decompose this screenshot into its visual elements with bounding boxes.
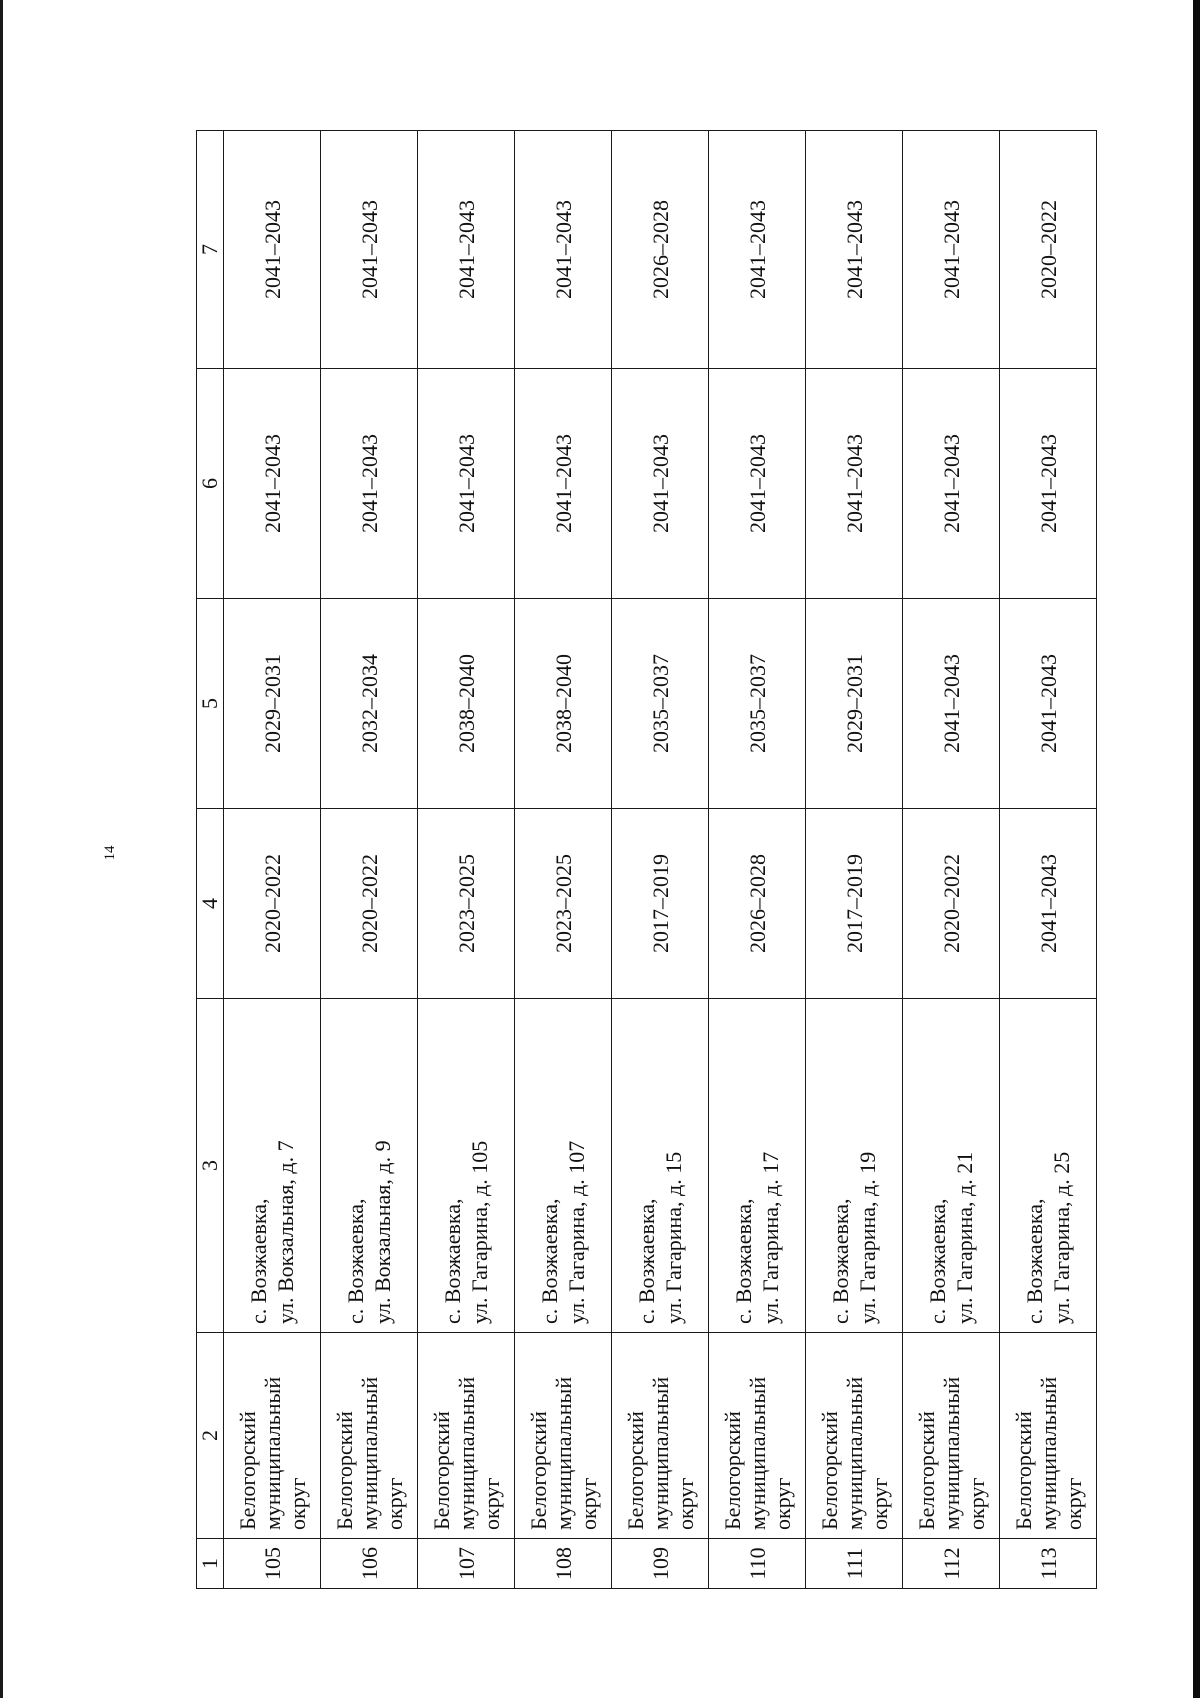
column-number-1: 1 [197, 1539, 224, 1589]
period-col5-cell: 2041–2043 [1000, 599, 1097, 809]
address-line: с. Возжаевка, [634, 1198, 659, 1324]
period-col5-cell: 2029–2031 [224, 599, 321, 809]
row-number-cell: 110 [709, 1539, 806, 1589]
address-line: с. Возжаевка, [828, 1198, 853, 1324]
district-cell: Белогорский муниципальный округ [612, 1333, 709, 1539]
row-number-cell: 112 [903, 1539, 1000, 1589]
period-col6-cell: 2041–2043 [709, 369, 806, 599]
address-line: с. Возжаевка, [246, 1198, 271, 1324]
address-line: ул. Гагарина, д. 17 [758, 1151, 783, 1324]
table-row [1000, 131, 1097, 1589]
district-cell: Белогорский муниципальный округ [321, 1333, 418, 1539]
table-row [806, 131, 903, 1589]
table-row [321, 131, 418, 1589]
period-col7-cell: 2041–2043 [224, 131, 321, 369]
address-line: с. Возжаевка, [925, 1198, 950, 1324]
address-line: с. Возжаевка, [537, 1198, 562, 1324]
period-col6-cell: 2041–2043 [1000, 369, 1097, 599]
address-line: с. Возжаевка, [1022, 1198, 1047, 1324]
table-container [196, 131, 1086, 1589]
table-body [197, 131, 1097, 1589]
housing-register-table [196, 130, 1097, 1589]
column-number-4: 4 [197, 809, 224, 999]
address-cell [321, 999, 418, 1333]
address-line: ул. Гагарина, д. 105 [467, 1140, 492, 1324]
address-cell [1000, 999, 1097, 1333]
district-cell: Белогорский муниципальный округ [709, 1333, 806, 1539]
address-line: ул. Вокзальная, д. 9 [370, 1140, 395, 1324]
row-number-cell: 107 [418, 1539, 515, 1589]
period-col7-cell: 2041–2043 [418, 131, 515, 369]
period-col4-cell: 2017–2019 [612, 809, 709, 999]
address-cell [806, 999, 903, 1333]
period-col5-cell: 2029–2031 [806, 599, 903, 809]
row-number-cell: 113 [1000, 1539, 1097, 1589]
address-line: ул. Гагарина, д. 21 [952, 1151, 977, 1324]
address-line: с. Возжаевка, [343, 1198, 368, 1324]
period-col7-cell: 2026–2028 [612, 131, 709, 369]
district-cell: Белогорский муниципальный округ [515, 1333, 612, 1539]
period-col4-cell: 2017–2019 [806, 809, 903, 999]
period-col4-cell: 2041–2043 [1000, 809, 1097, 999]
address-line: ул. Гагарина, д. 25 [1049, 1151, 1074, 1324]
period-col5-cell: 2035–2037 [709, 599, 806, 809]
period-col7-cell: 2041–2043 [709, 131, 806, 369]
address-line: ул. Гагарина, д. 107 [564, 1140, 589, 1324]
table-row [224, 131, 321, 1589]
row-number-cell: 106 [321, 1539, 418, 1589]
row-number-cell: 108 [515, 1539, 612, 1589]
column-number-5: 5 [197, 599, 224, 809]
period-col6-cell: 2041–2043 [224, 369, 321, 599]
period-col6-cell: 2041–2043 [321, 369, 418, 599]
district-cell: Белогорский муниципальный округ [903, 1333, 1000, 1539]
column-number-2: 2 [197, 1333, 224, 1539]
scan-border-right [1193, 0, 1200, 1698]
row-number-cell: 105 [224, 1539, 321, 1589]
address-cell [418, 999, 515, 1333]
period-col5-cell: 2038–2040 [418, 599, 515, 809]
period-col6-cell: 2041–2043 [612, 369, 709, 599]
address-cell [709, 999, 806, 1333]
table-row [612, 131, 709, 1589]
table-row [515, 131, 612, 1589]
district-cell: Белогорский муниципальный округ [1000, 1333, 1097, 1539]
row-number-cell: 109 [612, 1539, 709, 1589]
district-cell: Белогорский муниципальный округ [806, 1333, 903, 1539]
period-col5-cell: 2032–2034 [321, 599, 418, 809]
address-line: ул. Гагарина, д. 15 [661, 1151, 686, 1324]
table-row [709, 131, 806, 1589]
period-col7-cell: 2041–2043 [515, 131, 612, 369]
period-col6-cell: 2041–2043 [418, 369, 515, 599]
period-col7-cell: 2020–2022 [1000, 131, 1097, 369]
row-number-cell: 111 [806, 1539, 903, 1589]
period-col6-cell: 2041–2043 [515, 369, 612, 599]
column-number-7: 7 [197, 131, 224, 369]
period-col6-cell: 2041–2043 [806, 369, 903, 599]
address-line: с. Возжаевка, [440, 1198, 465, 1324]
period-col4-cell: 2023–2025 [418, 809, 515, 999]
table-row [903, 131, 1000, 1589]
address-cell [612, 999, 709, 1333]
period-col4-cell: 2026–2028 [709, 809, 806, 999]
period-col4-cell: 2023–2025 [515, 809, 612, 999]
period-col7-cell: 2041–2043 [806, 131, 903, 369]
address-cell [903, 999, 1000, 1333]
column-number-6: 6 [197, 369, 224, 599]
period-col6-cell: 2041–2043 [903, 369, 1000, 599]
period-col5-cell: 2041–2043 [903, 599, 1000, 809]
column-number-row [197, 131, 224, 1589]
district-cell: Белогорский муниципальный округ [224, 1333, 321, 1539]
table-row [418, 131, 515, 1589]
scan-border-left [0, 0, 3, 1698]
period-col4-cell: 2020–2022 [224, 809, 321, 999]
period-col7-cell: 2041–2043 [903, 131, 1000, 369]
page-number: 14 [102, 845, 118, 861]
period-col5-cell: 2038–2040 [515, 599, 612, 809]
address-line: ул. Вокзальная, д. 7 [273, 1140, 298, 1324]
column-number-3: 3 [197, 999, 224, 1333]
address-line: ул. Гагарина, д. 19 [855, 1151, 880, 1324]
period-col4-cell: 2020–2022 [321, 809, 418, 999]
address-cell [224, 999, 321, 1333]
period-col5-cell: 2035–2037 [612, 599, 709, 809]
period-col7-cell: 2041–2043 [321, 131, 418, 369]
address-cell [515, 999, 612, 1333]
district-cell: Белогорский муниципальный округ [418, 1333, 515, 1539]
address-line: с. Возжаевка, [731, 1198, 756, 1324]
period-col4-cell: 2020–2022 [903, 809, 1000, 999]
